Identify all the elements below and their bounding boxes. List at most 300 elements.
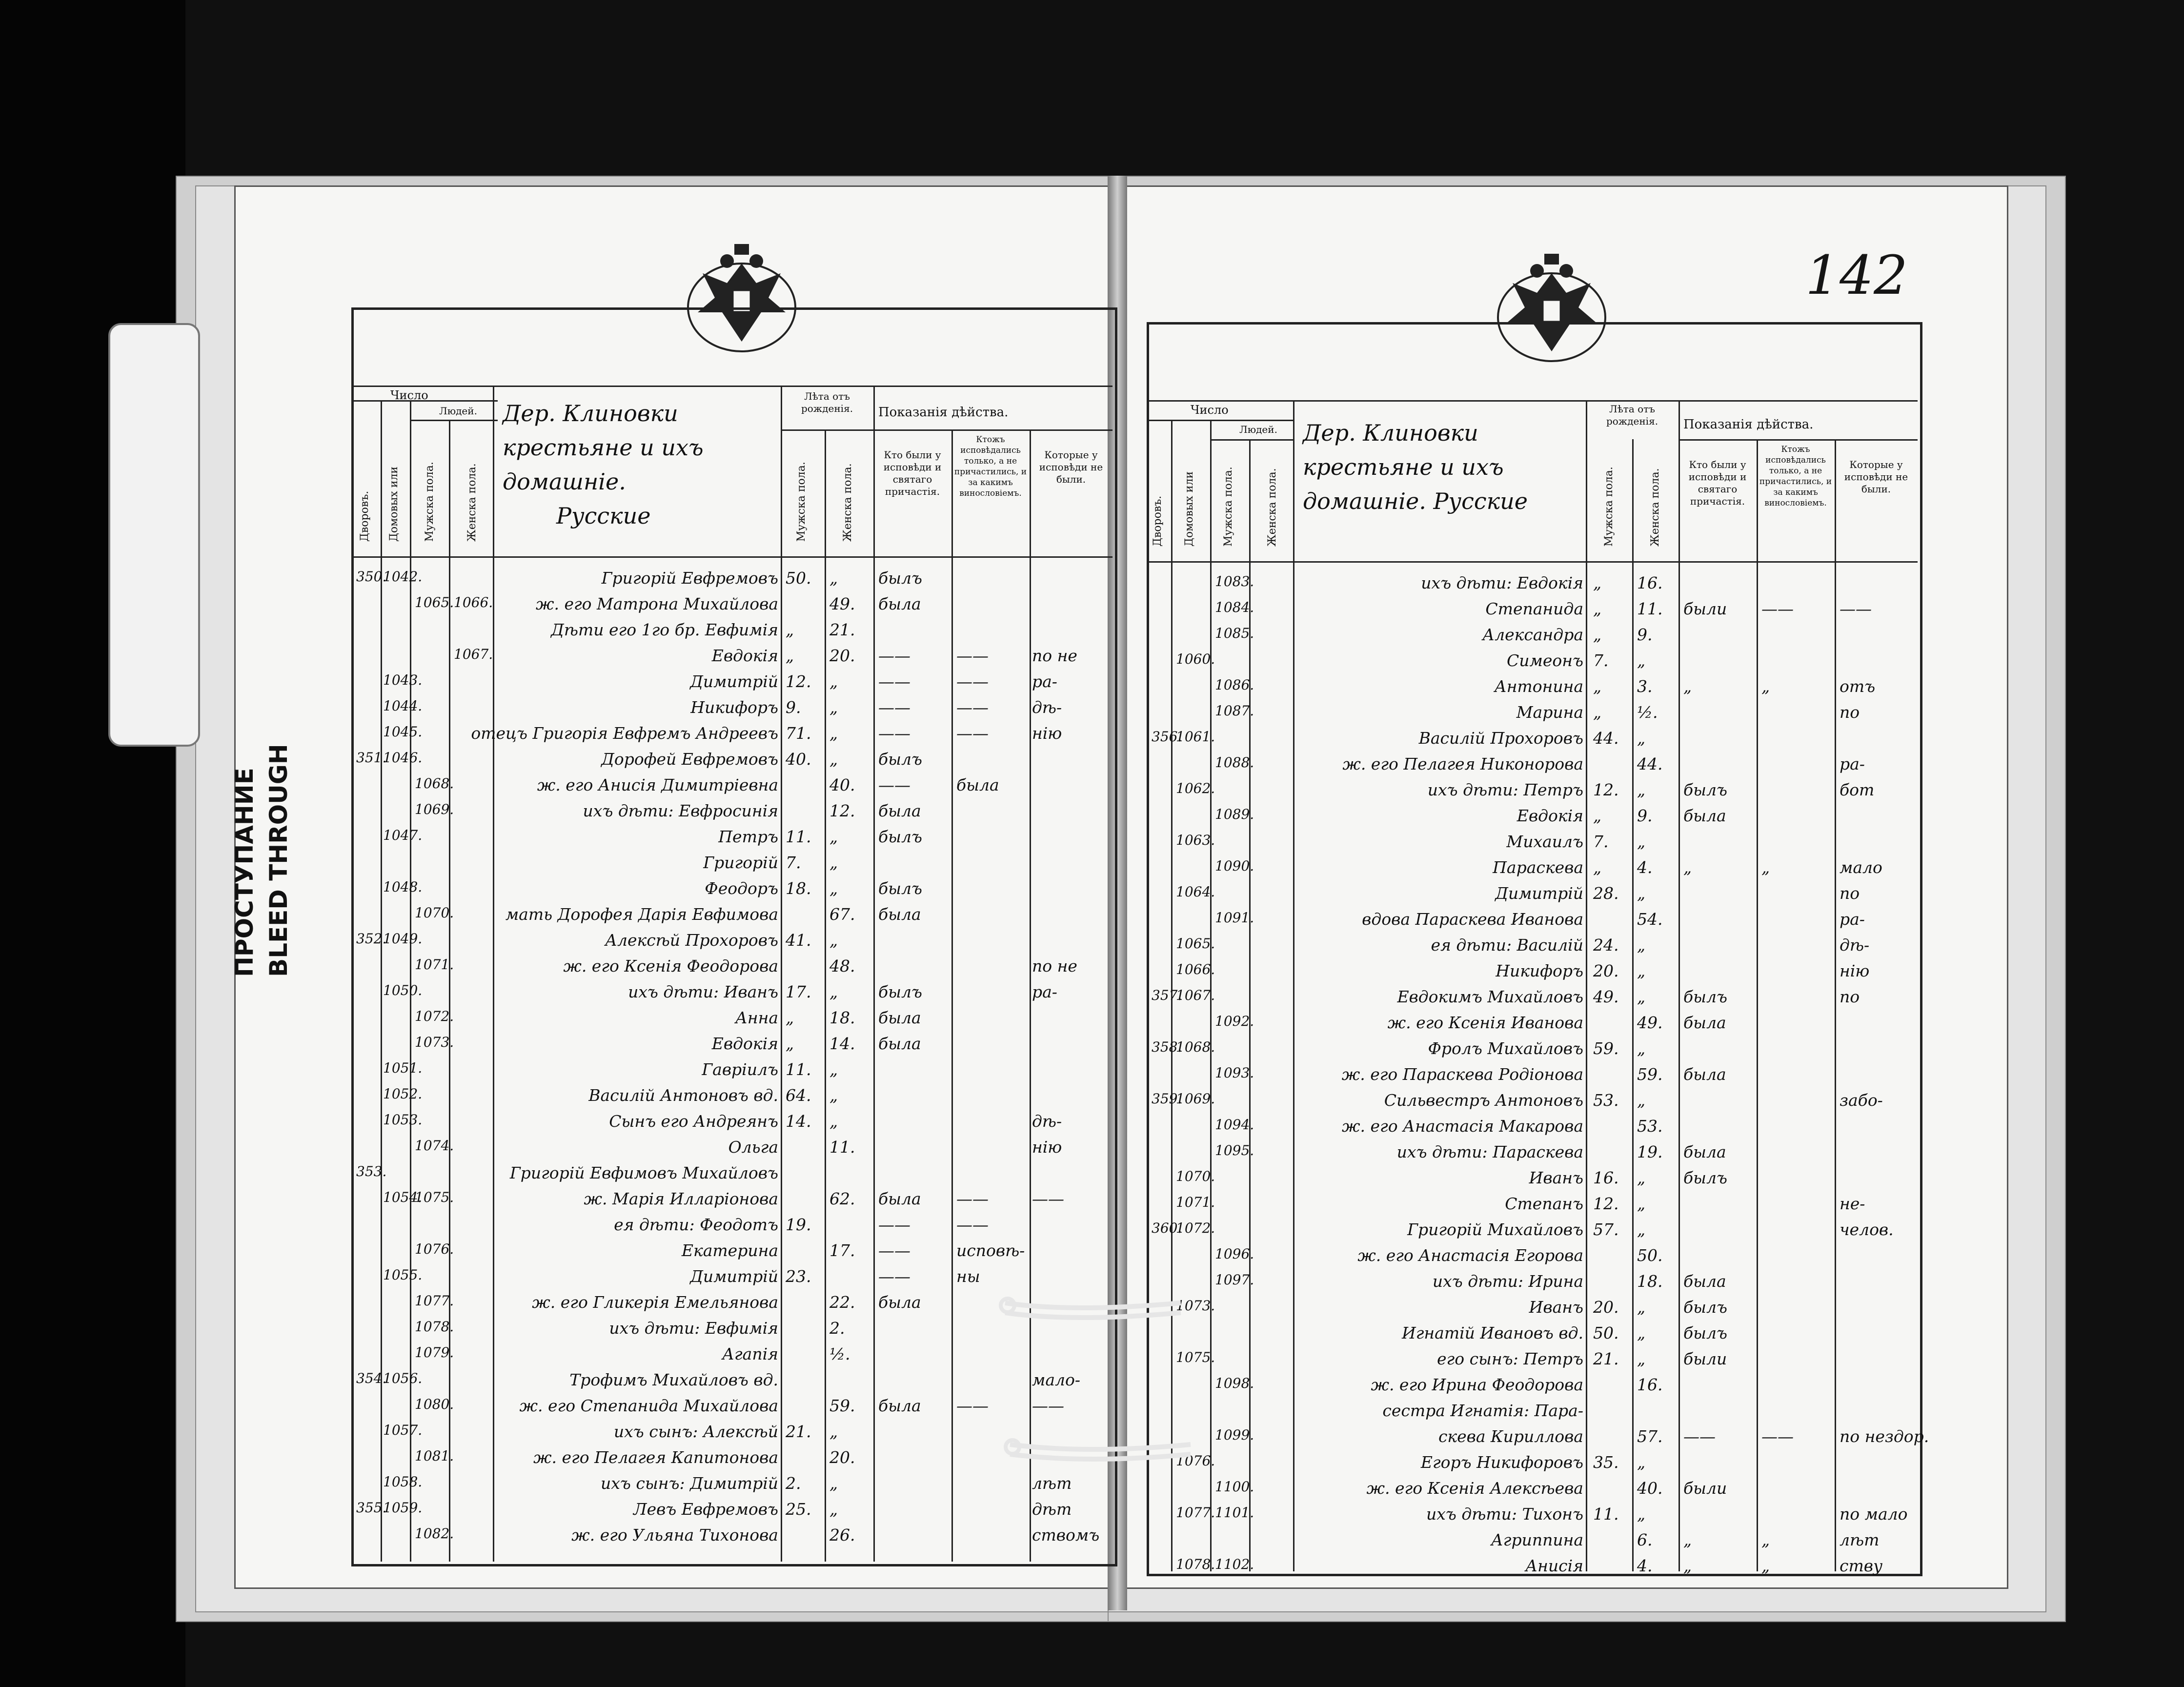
left-confession-communion: была [878, 594, 921, 613]
left-person-name: ея дѣти: Феодотъ [614, 1215, 778, 1234]
right-male-count: 1085. [1215, 625, 1254, 641]
right-age-female: „ [1637, 1194, 1646, 1213]
left-age-female: 67. [829, 905, 855, 924]
left-confession-communion: была [878, 1396, 921, 1415]
right-person-name: ихъ дѣти: Параскева [1396, 1142, 1583, 1161]
right-not-at-confession: забо- [1840, 1091, 1883, 1110]
right-age-female: „ [1637, 935, 1646, 955]
header-zhenska-right: Женска пола. [1266, 468, 1278, 547]
left-confession-communion: была [878, 801, 921, 820]
header-lyudey-right: Людей. [1239, 424, 1277, 435]
left-age-female: „ [829, 1086, 838, 1105]
right-person-name: Михаилъ [1506, 832, 1583, 851]
left-age-female: „ [829, 724, 838, 743]
left-confession-communion: былъ [878, 879, 923, 898]
left-age-male: „ [786, 620, 794, 639]
left-house-number: 1051. [383, 1060, 423, 1076]
right-confession-communion: были [1683, 1479, 1727, 1498]
header-col-ktozh-right: Ктожъ исповѣдались только, а не причастились, и за какимъ винословіемъ. [1759, 445, 1832, 508]
header-domovykh: Домовых или [388, 466, 400, 542]
right-age-female: 4. [1637, 1556, 1653, 1575]
left-age-male: 19. [786, 1215, 811, 1234]
left-confession-communion: —— [878, 775, 910, 794]
right-age-female: „ [1637, 884, 1646, 903]
header-pokazaniya: Показанія дѣйства. [878, 405, 1009, 420]
left-age-female: 48. [829, 956, 855, 976]
left-house-number: 1055. [383, 1267, 423, 1283]
header-muzhska-right: Мужска пола. [1222, 467, 1234, 547]
right-house-number: 1062. [1176, 780, 1215, 796]
right-age-female: „ [1637, 1091, 1646, 1110]
right-dvor-number: 356. [1152, 729, 1182, 745]
left-not-at-confession: мало- [1032, 1370, 1081, 1389]
left-confession-communion: была [878, 1034, 921, 1053]
left-confession-communion: была [878, 1189, 921, 1208]
left-dvor-number: 354. [356, 1370, 387, 1386]
header-zhenska: Женска пола. [466, 463, 478, 542]
right-male-count: 1086. [1215, 677, 1254, 693]
right-age-male: 16. [1593, 1168, 1619, 1187]
right-male-count: 1091. [1215, 910, 1254, 926]
left-house-number: 1059. [383, 1500, 423, 1516]
right-age-female: „ [1637, 1453, 1646, 1472]
right-confession-communion: былъ [1683, 1323, 1728, 1342]
right-confession-communion: —— [1683, 1427, 1716, 1446]
right-confession-communion: „ [1683, 677, 1692, 696]
left-age-male: „ [786, 646, 794, 665]
left-title-line-4: Русские [556, 503, 651, 529]
left-confession-only: —— [956, 672, 989, 691]
left-person-name: Петръ [718, 827, 778, 846]
right-male-count: 1083. [1215, 573, 1254, 589]
right-not-at-confession: по [1840, 987, 1860, 1006]
header-muzhska: Мужска пола. [424, 462, 436, 542]
left-confession-communion: —— [878, 1215, 910, 1234]
left-not-at-confession: по не [1032, 646, 1077, 665]
right-person-name: Евдокія [1517, 806, 1583, 825]
left-confession-communion: —— [878, 646, 910, 665]
right-confession-communion: была [1683, 1142, 1726, 1161]
left-age-male: „ [786, 1034, 794, 1053]
right-person-name: Симеонъ [1507, 651, 1583, 670]
right-age-male: „ [1593, 677, 1602, 696]
right-age-female: 49. [1637, 1013, 1663, 1032]
right-person-name: скева Кириллова [1438, 1427, 1583, 1446]
right-dvor-number: 358. [1152, 1039, 1182, 1055]
left-confession-only: —— [956, 1396, 989, 1415]
left-confession-only: исповѣ- [956, 1241, 1025, 1260]
left-confession-only: —— [956, 1189, 989, 1208]
left-female-count: 1066. [454, 594, 493, 610]
header-lyudey: Людей. [439, 405, 477, 417]
left-male-count: 1065. [415, 594, 454, 610]
right-age-male: 50. [1593, 1323, 1619, 1342]
right-age-male: „ [1593, 573, 1602, 592]
right-age-female: 59. [1637, 1065, 1663, 1084]
left-house-number: 1043. [383, 672, 423, 688]
left-age-female: 12. [829, 801, 855, 820]
left-not-at-confession: дѣт [1032, 1500, 1072, 1519]
right-age-female: 44. [1637, 754, 1663, 773]
left-age-male: 2. [786, 1474, 801, 1493]
right-age-male: 28. [1593, 884, 1619, 903]
header-col-ktozh: Ктожъ исповѣдались только, а не причастились, и за какимъ винословіемъ. [954, 435, 1027, 498]
right-age-female: ½. [1637, 703, 1658, 722]
left-person-name: ихъ дѣти: Иванъ [628, 982, 778, 1001]
right-age-male: 53. [1593, 1091, 1619, 1110]
left-person-name: мать Дорофея Дарія Евфимова [505, 905, 778, 924]
right-age-female: „ [1637, 1323, 1646, 1342]
header-domovykh-right: Домовых или [1183, 471, 1195, 547]
left-person-name: Феодоръ [705, 879, 778, 898]
right-male-count: 1092. [1215, 1013, 1254, 1029]
left-age-female: „ [829, 698, 838, 717]
right-not-at-confession: ству [1840, 1556, 1883, 1575]
left-age-male: 25. [786, 1500, 811, 1519]
header-chislo: Число [390, 388, 428, 402]
right-title-line-1: Дер. Клиновки [1303, 420, 1478, 446]
left-age-male: 41. [786, 931, 811, 950]
left-age-male: 11. [786, 827, 811, 846]
right-person-name: ихъ дѣти: Евдокія [1421, 573, 1583, 592]
right-confession-communion: „ [1683, 1530, 1692, 1549]
left-house-number: 1045. [383, 724, 423, 740]
right-male-count: 1088. [1215, 754, 1254, 771]
right-male-count: 1097. [1215, 1272, 1254, 1288]
left-age-female: 17. [829, 1241, 855, 1260]
left-confession-communion: была [878, 1293, 921, 1312]
right-confession-only: —— [1761, 599, 1794, 618]
header-leta-zhen: Женска пола. [842, 463, 854, 542]
right-age-female: „ [1637, 961, 1646, 980]
right-person-name: ж. его Ксенія Иванова [1387, 1013, 1583, 1032]
right-age-male: 57. [1593, 1220, 1619, 1239]
left-dvor-number: 352. [356, 931, 387, 947]
left-dvor-number: 351. [356, 750, 387, 766]
left-male-count: 1073. [415, 1034, 454, 1050]
right-person-name: ж. его Ирина Феодорова [1371, 1375, 1583, 1394]
right-person-name: вдова Параскева Иванова [1362, 910, 1583, 929]
left-person-name: Димитрій [690, 1267, 778, 1286]
left-not-at-confession: ра- [1032, 672, 1057, 691]
header-col-kotorye-right: Которые у исповѣди не были. [1844, 459, 1908, 495]
header-chislo-right: Число [1191, 403, 1229, 417]
left-age-male: 14. [786, 1112, 811, 1131]
left-age-female: „ [829, 1112, 838, 1131]
left-person-name: Евдокія [711, 646, 778, 665]
right-male-count: 1101. [1215, 1504, 1254, 1521]
right-age-female: 16. [1637, 1375, 1663, 1394]
right-confession-communion: была [1683, 806, 1726, 825]
left-title-line-1: Дер. Клиновки [503, 400, 678, 427]
left-house-number: 1049. [383, 931, 423, 947]
left-age-female: „ [829, 853, 838, 872]
left-male-count: 1078. [415, 1319, 454, 1335]
left-male-count: 1079. [415, 1344, 454, 1361]
left-confession-communion: была [878, 1008, 921, 1027]
left-person-name: Агапія [722, 1344, 778, 1363]
left-confession-only: ны [956, 1267, 980, 1286]
right-confession-communion: была [1683, 1013, 1726, 1032]
right-person-name: Анисія [1525, 1556, 1583, 1575]
left-person-name: Никифоръ [690, 698, 778, 717]
right-confession-communion: „ [1683, 1556, 1692, 1575]
left-confession-communion: былъ [878, 827, 923, 846]
header-dvorov: Дворовъ. [359, 490, 371, 542]
left-confession-only: —— [956, 724, 989, 743]
left-male-count: 1074. [415, 1138, 454, 1154]
right-age-male: 7. [1593, 832, 1609, 851]
left-confession-only: была [956, 775, 999, 794]
right-house-number: 1078. [1176, 1556, 1215, 1572]
left-age-female: „ [829, 1422, 838, 1441]
left-male-count: 1075. [415, 1189, 454, 1205]
right-male-count: 1102. [1215, 1556, 1254, 1572]
right-house-number: 1061. [1176, 729, 1215, 745]
right-age-female: 6. [1637, 1530, 1653, 1549]
right-person-name: Григорій Михайловъ [1407, 1220, 1583, 1239]
right-confession-only: „ [1761, 1556, 1770, 1575]
right-age-female: „ [1637, 832, 1646, 851]
right-dvor-number: 359. [1152, 1091, 1182, 1107]
right-age-female: „ [1637, 1039, 1646, 1058]
right-person-name: Иванъ [1529, 1168, 1583, 1187]
left-age-female: „ [829, 931, 838, 950]
left-age-female: 22. [829, 1293, 855, 1312]
right-person-name: ихъ дѣти: Петръ [1427, 780, 1583, 799]
left-male-count: 1069. [415, 801, 454, 817]
left-person-name: Анна [735, 1008, 778, 1027]
left-confession-communion: —— [878, 672, 910, 691]
left-age-male: 17. [786, 982, 811, 1001]
left-dvor-number: 355. [356, 1500, 387, 1516]
left-age-female: 14. [829, 1034, 855, 1053]
right-age-female: 57. [1637, 1427, 1663, 1446]
left-age-female: 40. [829, 775, 855, 794]
left-person-name: ж. его Ксенія Феодорова [563, 956, 778, 976]
right-not-at-confession: бот [1840, 780, 1875, 799]
left-confession-communion: была [878, 905, 921, 924]
left-age-female: 20. [829, 1448, 855, 1467]
right-confession-communion: была [1683, 1065, 1726, 1084]
left-person-name: Григорій Евфремовъ [601, 569, 778, 588]
left-person-name: ихъ дѣти: Евфимія [609, 1319, 778, 1338]
left-house-number: 1057. [383, 1422, 423, 1438]
left-person-name: ж. его Степанида Михайлова [519, 1396, 778, 1415]
right-age-female: 53. [1637, 1117, 1663, 1136]
right-house-number: 1077. [1176, 1504, 1215, 1521]
left-age-male: 18. [786, 879, 811, 898]
right-house-number: 1072. [1176, 1220, 1215, 1236]
right-age-male: „ [1593, 625, 1602, 644]
left-person-name: Сынъ его Андреянъ [609, 1112, 778, 1131]
left-person-name: Григорій [703, 853, 778, 872]
header-col-kto: Кто были у исповѣди и святаго причастія. [883, 449, 942, 497]
right-person-name: ихъ дѣти: Тихонъ [1426, 1504, 1583, 1524]
left-dvor-number: 350. [356, 569, 387, 585]
bleed-label-ru: ПРОСТУПАНИЕ [230, 768, 259, 977]
right-male-count: 1099. [1215, 1427, 1254, 1443]
right-person-name: Василій Прохоровъ [1418, 729, 1583, 748]
right-confession-only: —— [1761, 1427, 1794, 1446]
right-confession-only: „ [1761, 858, 1770, 877]
right-person-name: Димитрій [1495, 884, 1583, 903]
left-male-count: 1081. [415, 1448, 454, 1464]
right-age-female: 16. [1637, 573, 1663, 592]
right-house-number: 1067. [1176, 987, 1215, 1003]
left-confession-communion: былъ [878, 982, 923, 1001]
right-person-name: сестра Игнатія: Пара- [1382, 1401, 1583, 1420]
right-age-female: 9. [1637, 806, 1653, 825]
left-not-at-confession: дѣ- [1032, 1112, 1062, 1131]
right-person-name: Антонина [1494, 677, 1583, 696]
right-age-female: „ [1637, 1504, 1646, 1524]
right-not-at-confession: лѣт [1840, 1530, 1880, 1549]
left-age-female: „ [829, 569, 838, 588]
right-age-male: „ [1593, 703, 1602, 722]
left-not-at-confession: нію [1032, 724, 1062, 743]
right-age-male: „ [1593, 806, 1602, 825]
right-not-at-confession: дѣ- [1840, 935, 1870, 955]
right-age-female: 19. [1637, 1142, 1663, 1161]
left-person-name: Дорофей Евфремовъ [601, 750, 778, 769]
right-confession-communion: „ [1683, 858, 1692, 877]
left-male-count: 1076. [415, 1241, 454, 1257]
left-person-name: Екатерина [681, 1241, 778, 1260]
left-house-number: 1058. [383, 1474, 423, 1490]
right-age-male: 59. [1593, 1039, 1619, 1058]
left-person-name: ж. его Матрона Михайлова [535, 594, 778, 613]
right-person-name: Игнатій Ивановъ вд. [1401, 1323, 1583, 1342]
right-age-male: 24. [1593, 935, 1619, 955]
right-not-at-confession: не- [1840, 1194, 1865, 1213]
left-male-count: 1068. [415, 775, 454, 792]
left-age-male: 12. [786, 672, 811, 691]
right-male-count: 1098. [1215, 1375, 1254, 1391]
left-age-female: „ [829, 672, 838, 691]
left-person-name: Дѣти его 1го бр. Евфимія [551, 620, 778, 639]
left-age-female: „ [829, 750, 838, 769]
left-age-male: 7. [786, 853, 801, 872]
right-house-number: 1069. [1176, 1091, 1215, 1107]
left-age-male: 40. [786, 750, 811, 769]
right-person-name: Агриппина [1491, 1530, 1583, 1549]
right-age-female: „ [1637, 1298, 1646, 1317]
right-age-male: 12. [1593, 780, 1619, 799]
left-house-number: 1052. [383, 1086, 423, 1102]
right-person-name: Иванъ [1529, 1298, 1583, 1317]
left-house-number: 1053. [383, 1112, 423, 1128]
right-age-female: „ [1637, 729, 1646, 748]
right-age-male: „ [1593, 858, 1602, 877]
header-col-kotorye: Которые у исповѣди не были. [1039, 449, 1103, 485]
left-person-name: ж. его Пелагея Капитонова [533, 1448, 778, 1467]
right-not-at-confession: ра- [1840, 754, 1865, 773]
right-confession-only: „ [1761, 1530, 1770, 1549]
left-person-name: Ольга [728, 1138, 778, 1157]
right-age-female: „ [1637, 1349, 1646, 1368]
right-person-name: ж. его Пелагея Никонорова [1342, 754, 1583, 773]
left-dvor-number: 353. [356, 1163, 387, 1179]
right-age-female: „ [1637, 1220, 1646, 1239]
right-not-at-confession: мало [1840, 858, 1882, 877]
right-title-line-2: крестьяне и ихъ [1303, 454, 1504, 480]
right-not-at-confession: отъ [1840, 677, 1876, 696]
left-house-number: 1046. [383, 750, 423, 766]
left-age-female: „ [829, 879, 838, 898]
left-age-male: 21. [786, 1422, 811, 1441]
left-confession-communion: —— [878, 724, 910, 743]
right-not-at-confession: по нездор. [1840, 1427, 1929, 1446]
right-confession-communion: былъ [1683, 987, 1728, 1006]
right-person-name: Марина [1516, 703, 1583, 722]
left-age-male: 71. [786, 724, 811, 743]
left-house-number: 1044. [383, 698, 423, 714]
left-title-line-3: домашніе. [503, 468, 626, 495]
header-pokazaniya-right: Показанія дѣйства. [1683, 417, 1814, 432]
left-confession-communion: —— [878, 698, 910, 717]
left-age-male: „ [786, 1008, 794, 1027]
right-person-name: ихъ дѣти: Ирина [1432, 1272, 1583, 1291]
left-not-at-confession: нію [1032, 1138, 1062, 1157]
right-person-name: Сильвестръ Антоновъ [1384, 1091, 1583, 1110]
right-male-count: 1084. [1215, 599, 1254, 615]
right-house-number: 1066. [1176, 961, 1215, 977]
right-confession-communion: была [1683, 1272, 1726, 1291]
right-age-male: 7. [1593, 651, 1609, 670]
left-house-number: 1048. [383, 879, 423, 895]
right-person-name: Фролъ Михайловъ [1428, 1039, 1583, 1058]
left-age-male: 11. [786, 1060, 811, 1079]
right-not-at-confession: по [1840, 703, 1860, 722]
right-dvor-number: 360. [1152, 1220, 1182, 1236]
right-not-at-confession: —— [1840, 599, 1872, 618]
header-leta-muzh-right: Мужска пола. [1603, 467, 1615, 547]
left-age-female: 26. [829, 1525, 855, 1545]
right-person-name: ж. его Ксенія Алексѣева [1366, 1479, 1583, 1498]
right-age-male: 20. [1593, 961, 1619, 980]
left-person-name: ихъ сынъ: Димитрій [601, 1474, 778, 1493]
right-age-female: 40. [1637, 1479, 1663, 1498]
left-age-female: 18. [829, 1008, 855, 1027]
right-house-number: 1065. [1176, 935, 1215, 952]
right-confession-communion: былъ [1683, 1168, 1728, 1187]
left-person-name: ж. его Гликерія Емельянова [532, 1293, 778, 1312]
right-confession-only: „ [1761, 677, 1770, 696]
right-age-female: 3. [1637, 677, 1653, 696]
left-person-name: Василій Антоновъ вд. [588, 1086, 778, 1105]
left-age-female: 2. [829, 1319, 845, 1338]
right-age-male: 21. [1593, 1349, 1619, 1368]
left-age-female: 49. [829, 594, 855, 613]
left-person-name: Левъ Евфремовъ [633, 1500, 778, 1519]
right-confession-communion: были [1683, 1349, 1727, 1368]
right-house-number: 1073. [1176, 1298, 1215, 1314]
left-house-number: 1047. [383, 827, 423, 843]
left-age-male: 64. [786, 1086, 811, 1105]
right-person-name: Егоръ Никифоровъ [1420, 1453, 1583, 1472]
left-confession-only: —— [956, 1215, 989, 1234]
right-person-name: Степанида [1485, 599, 1583, 618]
right-age-male: 11. [1593, 1504, 1619, 1524]
header-leta: Лѣта отъ рожденія. [801, 390, 853, 414]
left-person-name: Трофимъ Михайловъ вд. [569, 1370, 778, 1389]
left-confession-communion: —— [878, 1267, 910, 1286]
right-not-at-confession: нію [1840, 961, 1870, 980]
left-not-at-confession: дѣ- [1032, 698, 1062, 717]
left-female-count: 1067. [454, 646, 493, 662]
right-age-male: 20. [1593, 1298, 1619, 1317]
